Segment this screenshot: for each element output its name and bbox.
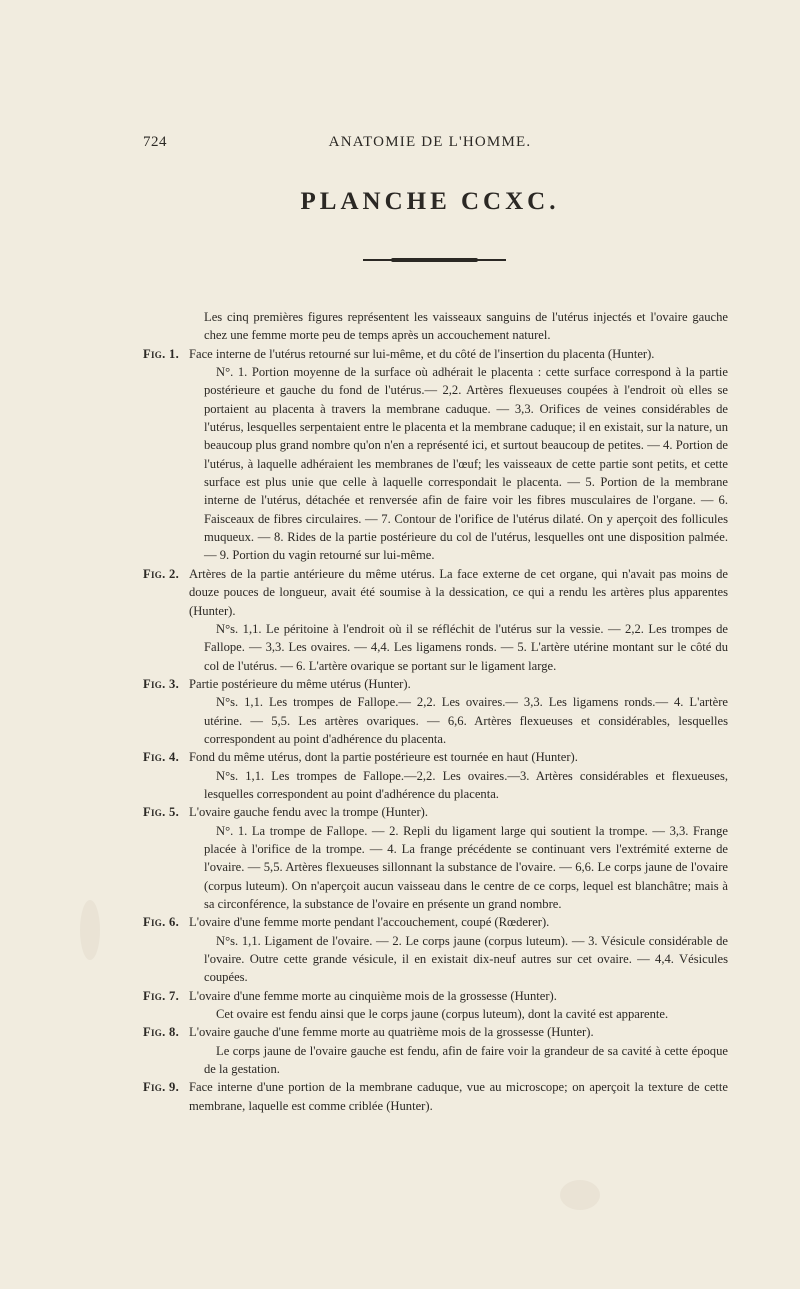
figure-details: N°s. 1,1. Les trompes de Fallope.— 2,2. Les ovaires.— 3,3. Les ligamens ronds.— 4. L'artère utérine. — 5,5. Les artères ovariques. — 6,6. Artères flexueuses et considérables, lesquelles correspondent au point d'adhérence du placenta. [204,695,728,746]
figure-caption: Fond du même utérus, dont la partie postérieure est tournée en haut (Hunter). [189,750,578,765]
figure-label: Fig. 3. [143,676,180,691]
figure-label: Fig. 9. [143,1080,180,1095]
figure-caption: Face interne de l'utérus retourné sur lui-même, et du côté de l'insertion du placenta (Hunter). [189,346,655,361]
figure-label: Fig. 2. [143,566,180,581]
figure-caption: Face interne d'une portion de la membrane caduque, vue au microscope; on aperçoit la texture de cette membrane, laquelle est comme criblée (Hunter). [189,1080,728,1113]
figure-label: Fig. 4. [143,750,180,765]
figure-entry-8 [143,1023,728,1078]
paper-stain [80,900,100,960]
figure-entry-3 [143,675,728,748]
paper-stain [560,1180,600,1210]
plate-description [143,308,728,1115]
figure-details: N°s. 1,1. Le péritoine à l'endroit où il se réfléchit de l'utérus sur la vessie. — 2,2. Les trompes de Fallope. — 3,3. Les ovaires. — 4,4. Les ligamens ronds. — 5. L'artère utérine montant sur le côté du col de l'utérus. — 6. L'artère ovarique se portant sur le ligament large. [204,621,728,673]
rule-swell [391,258,478,262]
figure-label: Fig. 1. [143,346,180,361]
figure-caption: Partie postérieure du même utérus (Hunter). [189,676,411,691]
figure-details: Le corps jaune de l'ovaire gauche est fendu, afin de faire voir la grandeur de sa cavité à cette époque de la gestation. [204,1043,728,1077]
figure-caption: Artères de la partie antérieure du même utérus. La face externe de cet organe, qui n'avait pas moins de douze pouces de longueur, avait été soumise à la dessication, ce qui a rendu les artères plus apparentes (Hunter). [189,566,728,618]
figure-entry-4 [143,748,728,803]
figure-label: Fig. 5. [143,805,180,820]
figure-details: Cet ovaire est fendu ainsi que le corps jaune (corpus luteum), dont la cavité est apparente. [216,1007,669,1022]
figure-entry-9 [143,1078,728,1115]
figure-entry-5 [143,803,728,913]
figure-entry-7 [143,987,728,1024]
ornamental-rule [363,257,506,263]
figure-details: N°. 1. Portion moyenne de la surface où adhérait le placenta : cette surface correspond à la partie postérieure et gauche du fond de l'utérus.— 2,2. Artères flexueuses coupées à l'endroit où elles se portaient au placenta à travers la membrane caduque. — 3,3. Orifices de veines considérables de l'utérus, lesquelles serpentaient entre le placenta et la membrane caduque; il en existait, sur la nature, un beaucoup plus grand nombre qu'on n'en a représenté ici, et surtout beaucoup de petites. — 4. Portion de l'utérus, à laquelle adhéraient les membranes de l'œuf; les vaisseaux de cette partie sont petits, et cette surface est plus unie que celle à laquelle correspondait le placenta. — 5. Portion de la membrane interne de l'utérus, détachée et renversée afin de faire voir les fibres musculaires de l'organe. — 6. Faisceaux de fibres circulaires. — 7. Contour de l'orifice de l'utérus dilaté. On y aperçoit des follicules muqueux. — 8. Rides de la partie postérieure du col de l'utérus, lesquelles ont une disposition palmée. — 9. Portion du vagin retourné sur lui-même. [204,365,728,563]
figure-caption: L'ovaire gauche d'une femme morte au quatrième mois de la grossesse (Hunter). [189,1025,594,1040]
figure-label: Fig. 7. [143,988,180,1003]
figure-label: Fig. 8. [143,1025,180,1040]
figure-entry-6 [143,913,728,986]
figure-caption: L'ovaire d'une femme morte pendant l'accouchement, coupé (Rœderer). [189,915,550,930]
figure-details: N°. 1. La trompe de Fallope. — 2. Repli du ligament large qui soutient la trompe. — 3,3. Frange placée à l'orifice de la trompe. — 4. La frange précédente se continuant vers l'extrémité externe de l'ovaire. — 5,5. Artères flexueuses sillonnant la substance de l'ovaire. — 6,6. Le corps jaune de l'ovaire (corpus luteum). On n'aperçoit aucun vaisseau dans le centre de ce corps, lequel est blanchâtre; mais à sa circonférence, la substance de l'ovaire en présente un grand nombre. [204,823,728,911]
figure-entry-2 [143,565,728,675]
page-number: 724 [143,134,167,150]
figure-caption: L'ovaire d'une femme morte au cinquième mois de la grossesse (Hunter). [189,988,557,1003]
running-head: ANATOMIE DE L'HOMME. [328,134,532,150]
figure-details: N°s. 1,1. Les trompes de Fallope.—2,2. Les ovaires.—3. Artères considérables et flexueuses, lesquelles correspondent au point d'adhérence du placenta. [204,768,728,801]
intro-paragraph: Les cinq premières figures représentent les vaisseaux sanguins de l'utérus injectés et l'ovaire gauche chez une femme morte peu de temps après un accouchement naturel. [204,310,728,343]
figure-entry-1 [143,345,728,565]
figure-caption: L'ovaire gauche fendu avec la trompe (Hunter). [189,805,428,820]
figure-details: N°s. 1,1. Ligament de l'ovaire. — 2. Le corps jaune (corpus luteum). — 3. Vésicule considérable de l'ovaire. Outre cette grande vésicule, il en existait dix-neuf autres sur cet ovaire. — 4,4. Vésicules coupées. [204,933,728,985]
plate-title: PLANCHE CCXC. [300,188,560,215]
figure-label: Fig. 6. [143,915,180,930]
